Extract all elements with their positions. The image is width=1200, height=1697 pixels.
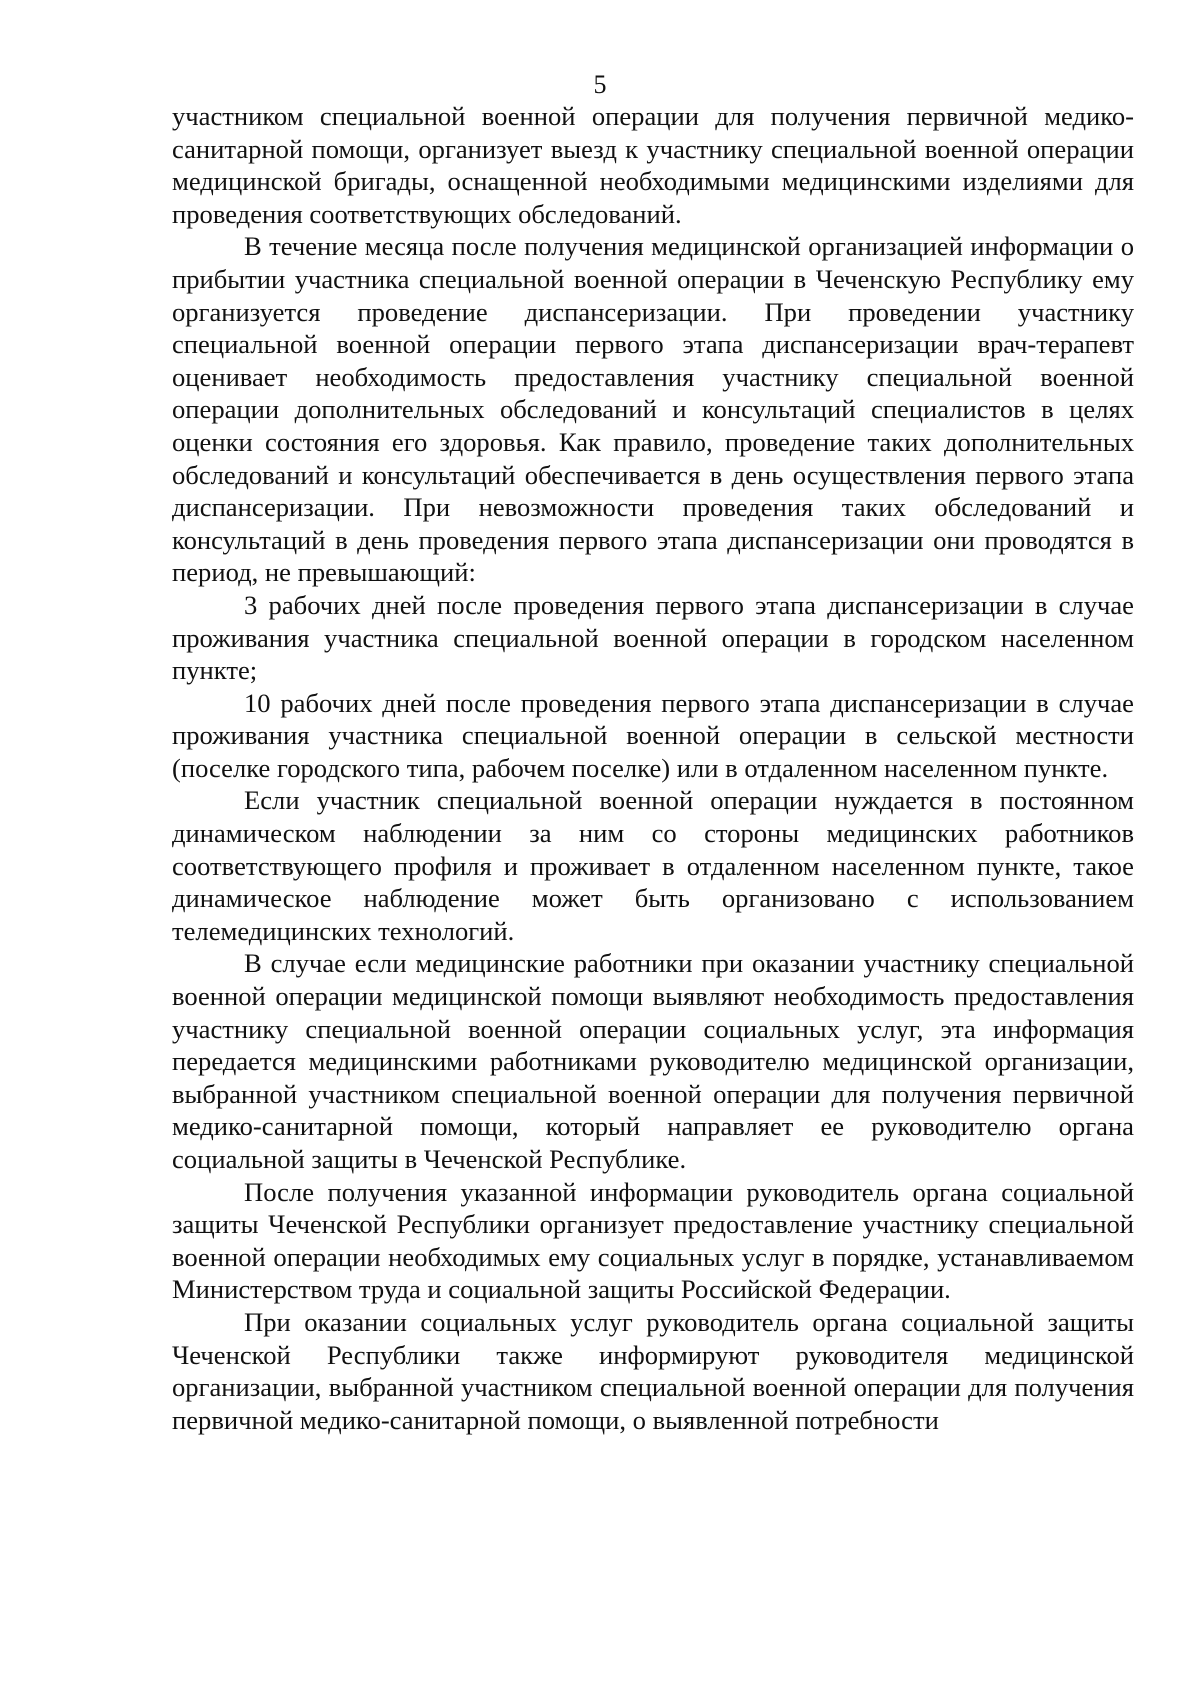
paragraph-social-services-need: В случае если медицинские работники при оказании участнику специальной военной операции медицинской помощи выявляют необходимость предоставления участнику специальной военной операции социальных услуг, эта информация передается медицинскими работниками руководителю медицинской организации, выбранной участником специальной военной операции для получения первичной медико-санитарной помощи, который направляет ее руководителю органа социальной защиты в Чеченской Республике.: [172, 948, 1134, 1174]
paragraph-dispensary-timing: В течение месяца после получения медицинской организацией информации о прибытии участника специальной военной операции в Чеченскую Республику ему организуется проведение диспансеризации. При проведении участнику специальной военной операции первого этапа диспансеризации врач-терапевт оценивает необходимость предоставления участнику специальной военной операции дополнительных обследований и консультаций специалистов в целях оценки состояния его здоровья. Как правило, проведение таких дополнительных обследований и консультаций обеспечивается в день осуществления первого этапа диспансеризации. При невозможности проведения таких обследований и консультаций в день проведения первого этапа диспансеризации они проводятся в период, не превышающий:: [172, 231, 1134, 588]
paragraph-social-protection-head: После получения указанной информации руководитель органа социальной защиты Чеченской Республики организует предоставление участнику специальной военной операции необходимых ему социальных услуг в порядке, устанавливаемом Министерством труда и социальной защиты Российской Федерации.: [172, 1176, 1134, 1305]
paragraph-urban-term: 3 рабочих дней после проведения первого этапа диспансеризации в случае проживания участника специальной военной операции в городском населенном пункте;: [172, 589, 1134, 686]
paragraph-continuation: участником специальной военной операции для получения первичной медико-санитарной помощи, организует выезд к участнику специальной военной операции медицинской бригады, оснащенной необходимыми медицинскими изделиями для проведения соответствующих обследований.: [172, 101, 1134, 229]
paragraph-telemedicine: Если участник специальной военной операции нуждается в постоянном динамическом наблюдении за ним со стороны медицинских работников соответствующего профиля и проживает в отдаленном населенном пункте, такое динамическое наблюдение может быть организовано с использованием телемедицинских технологий.: [172, 785, 1134, 946]
paragraph-rural-term: 10 рабочих дней после проведения первого этапа диспансеризации в случае проживания участника специальной военной операции в сельской местности (поселке городского типа, рабочем поселке) или в отдаленном населенном пункте.: [172, 687, 1134, 783]
document-body: [172, 100, 1134, 1436]
page-number: 5: [593, 70, 607, 99]
paragraph-informing: При оказании социальных услуг руководитель органа социальной защиты Чеченской Республики также информируют руководителя медицинской организации, выбранной участником специальной военной операции для получения первичной медико-санитарной помощи, о выявленной потребности: [172, 1306, 1134, 1435]
